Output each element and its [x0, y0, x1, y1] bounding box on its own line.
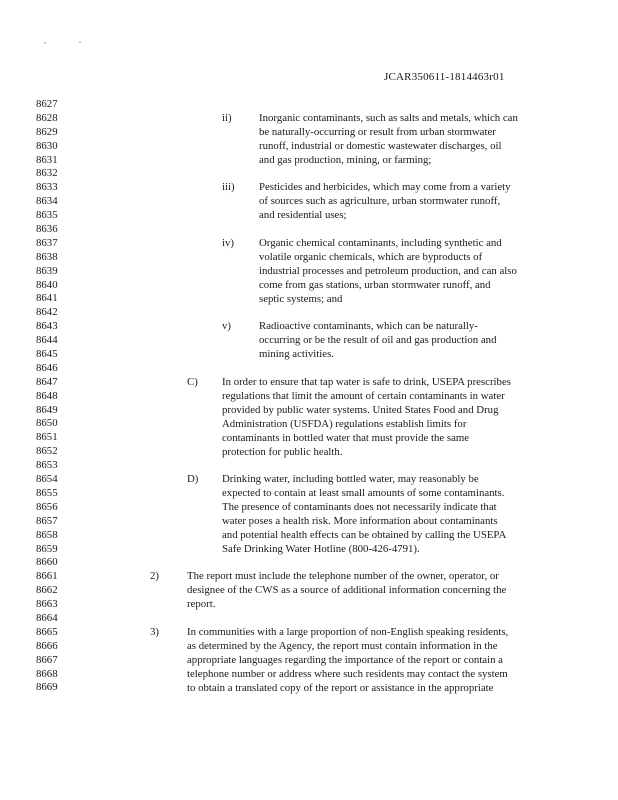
line-number: 8651 — [36, 431, 58, 444]
text-line: and gas production, mining, or farming; — [259, 153, 432, 166]
text-line: Organic chemical contaminants, including synthetic and — [259, 237, 502, 249]
line-number: 8630 — [36, 139, 58, 152]
item-v-text — [259, 320, 496, 362]
item-c-label: C) — [187, 376, 198, 388]
line-number: 8640 — [36, 278, 58, 291]
text-line: industrial processes and petroleum production, and can also — [259, 264, 517, 277]
line-number: 8627 — [36, 98, 58, 110]
line-number: 8633 — [36, 181, 58, 194]
text-line: contaminants in bottled water that must provide the same — [222, 431, 470, 444]
item-iii-text — [259, 181, 511, 223]
text-line: Pesticides and herbicides, which may come from a variety — [259, 181, 511, 193]
text-line: to obtain a translated copy of the report or assistance in the appropriate — [187, 681, 494, 694]
item-2-text — [187, 570, 506, 612]
item-iii-label: iii) — [222, 181, 235, 193]
line-number: 8657 — [36, 514, 58, 527]
text-line: Drinking water, including bottled water, may reasonably be — [222, 473, 479, 485]
text-line: telephone number or address where such residents may contact the system — [187, 667, 508, 680]
line-number: 8653 — [36, 459, 58, 472]
line-number: 8661 — [36, 570, 58, 583]
text-line: expected to contain at least small amounts of some contaminants. — [222, 486, 505, 499]
line-number: 8634 — [36, 195, 58, 208]
item-iv-text — [259, 237, 517, 307]
text-line: In order to ensure that tap water is safe to drink, USEPA prescribes — [222, 376, 511, 388]
text-line: as determined by the Agency, the report must contain information in the — [187, 639, 498, 652]
line-number: 8639 — [36, 264, 58, 277]
line-number: 8629 — [36, 125, 58, 138]
line-number: 8646 — [36, 361, 58, 374]
line-number: 8664 — [36, 611, 58, 624]
line-number: 8662 — [36, 584, 58, 597]
item-d-text — [222, 473, 506, 556]
line-number: 8652 — [36, 445, 58, 458]
text-line: provided by public water systems. United States Food and Drug — [222, 403, 499, 416]
item-c-text — [222, 376, 511, 459]
text-line: runoff, industrial or domestic wastewater discharges, oil — [259, 139, 502, 152]
text-line: and residential uses; — [259, 208, 347, 221]
line-number: 8658 — [36, 528, 58, 541]
line-number: 8668 — [36, 667, 58, 680]
line-number: 8650 — [36, 417, 58, 430]
line-numbers — [36, 98, 58, 695]
item-ii-label: ii) — [222, 112, 232, 124]
line-number: 8637 — [36, 236, 58, 249]
line-number: 8649 — [36, 403, 58, 416]
line-number: 8669 — [36, 681, 58, 694]
text-line: volatile organic chemicals, which are byproducts of — [259, 250, 483, 263]
line-number: 8642 — [36, 306, 58, 319]
line-number: 8660 — [36, 556, 58, 569]
line-number: 8656 — [36, 500, 58, 513]
text-line: Safe Drinking Water Hotline (800-426-4791). — [222, 542, 420, 555]
text-line: protection for public health. — [222, 445, 343, 458]
line-number: 8643 — [36, 320, 58, 333]
text-line: appropriate languages regarding the importance of the report or contain a — [187, 653, 503, 666]
line-number: 8654 — [36, 473, 58, 486]
text-line: water poses a health risk. More information about contaminants — [222, 514, 498, 527]
line-number: 8647 — [36, 375, 58, 388]
text-line: Radioactive contaminants, which can be naturally- — [259, 320, 478, 332]
line-number: 8659 — [36, 542, 58, 555]
line-number: 8667 — [36, 653, 58, 666]
text-line: designee of the CWS as a source of additional information concerning the — [187, 583, 507, 596]
scan-speck — [79, 41, 81, 43]
line-number: 8631 — [36, 153, 58, 166]
text-line: of sources such as agriculture, urban stormwater runoff, — [259, 194, 501, 207]
item-3-label: 3) — [150, 626, 159, 638]
line-number: 8665 — [36, 625, 58, 638]
line-number: 8636 — [36, 223, 58, 236]
item-d-label: D) — [187, 473, 199, 485]
line-number: 8638 — [36, 250, 58, 263]
item-3-text — [187, 626, 508, 696]
text-line: The presence of contaminants does not necessarily indicate that — [222, 500, 497, 513]
item-iv-label: iv) — [222, 237, 234, 249]
line-number: 8666 — [36, 639, 58, 652]
scan-speck — [44, 42, 46, 44]
line-number: 8663 — [36, 598, 58, 611]
text-line: Inorganic contaminants, such as salts and metals, which can — [259, 112, 518, 124]
line-number: 8628 — [36, 111, 58, 124]
item-ii-text — [259, 112, 518, 168]
text-line: come from gas stations, urban stormwater runoff, and — [259, 278, 491, 291]
line-number: 8644 — [36, 334, 58, 347]
text-line: septic systems; and — [259, 292, 343, 305]
line-number: 8655 — [36, 486, 58, 499]
line-number: 8635 — [36, 209, 58, 222]
line-number: 8648 — [36, 389, 58, 402]
text-line: mining activities. — [259, 347, 334, 360]
text-line: and potential health effects can be obtained by calling the USEPA — [222, 528, 507, 541]
text-line: occurring or be the result of oil and gas production and — [259, 333, 497, 346]
text-line: report. — [187, 597, 216, 610]
line-number: 8641 — [36, 292, 58, 305]
text-line: be naturally-occurring or result from urban stormwater — [259, 125, 496, 138]
text-line: The report must include the telephone number of the owner, operator, or — [187, 570, 499, 582]
text-line: regulations that limit the amount of certain contaminants in water — [222, 389, 505, 402]
line-number: 8645 — [36, 348, 58, 361]
text-line: In communities with a large proportion of non-English speaking residents, — [187, 626, 509, 638]
item-v-label: v) — [222, 320, 231, 332]
document-id: JCAR350611-1814463r01 — [384, 71, 505, 83]
text-line: Administration (USFDA) regulations establish limits for — [222, 417, 467, 430]
line-number: 8632 — [36, 167, 58, 180]
item-2-label: 2) — [150, 570, 159, 582]
